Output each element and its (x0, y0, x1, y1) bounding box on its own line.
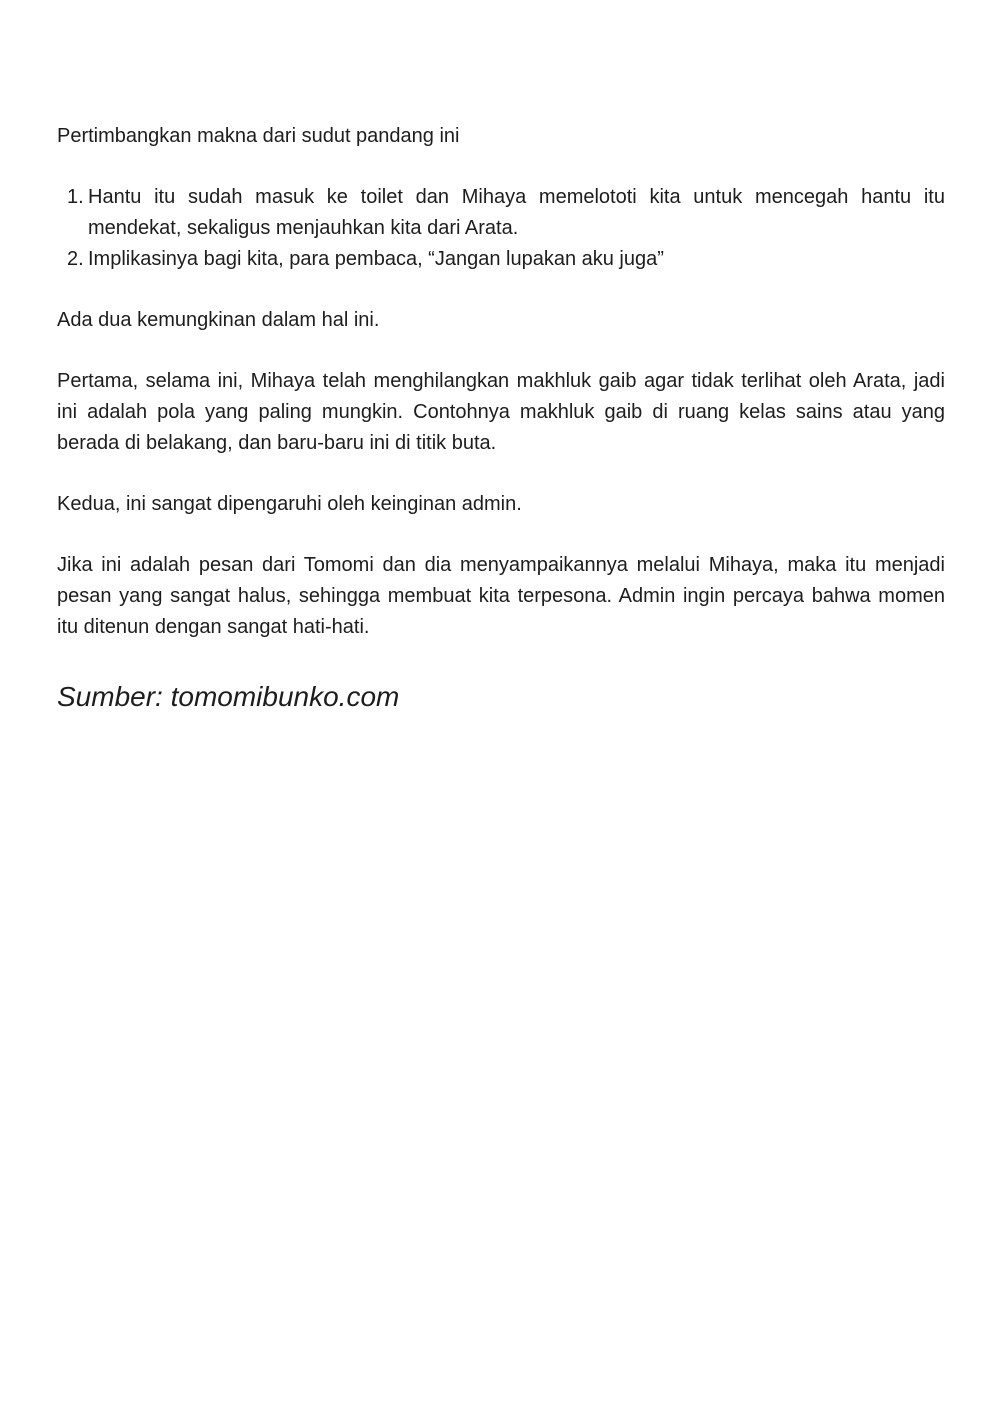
paragraph-admin-message: Jika ini adalah pesan dari Tomomi dan dia menyampaikannya melalui Mihaya, maka itu menjadi pesan yang sangat halus, sehingga membuat kita terpesona. Admin ingin percaya bahwa momen itu ditenun dengan sangat hati-hati. (57, 554, 945, 638)
list-item-2: Implikasinya bagi kita, para pembaca, “Jangan lupakan aku juga” (88, 248, 664, 270)
paragraph-first-possibility: Pertama, selama ini, Mihaya telah menghilangkan makhluk gaib agar tidak terlihat oleh Arata, jadi ini adalah pola yang paling mungkin. Contohnya makhluk gaib di ruang kelas sains atau yang berada di belakang, dan baru-baru ini di titik buta. (57, 370, 945, 454)
paragraph-second-possibility: Kedua, ini sangat dipengaruhi oleh keinginan admin. (57, 493, 522, 515)
source-line: Sumber: tomomibunko.com (57, 681, 400, 712)
paragraph-possibilities: Ada dua kemungkinan dalam hal ini. (57, 309, 380, 331)
list-item-1: Hantu itu sudah masuk ke toilet dan Mihaya memelototi kita untuk mencegah hantu itu mendekat, sekaligus menjauhkan kita dari Arata. (88, 186, 945, 239)
intro-paragraph: Pertimbangkan makna dari sudut pandang ini (57, 125, 460, 147)
numbered-list (57, 182, 945, 275)
